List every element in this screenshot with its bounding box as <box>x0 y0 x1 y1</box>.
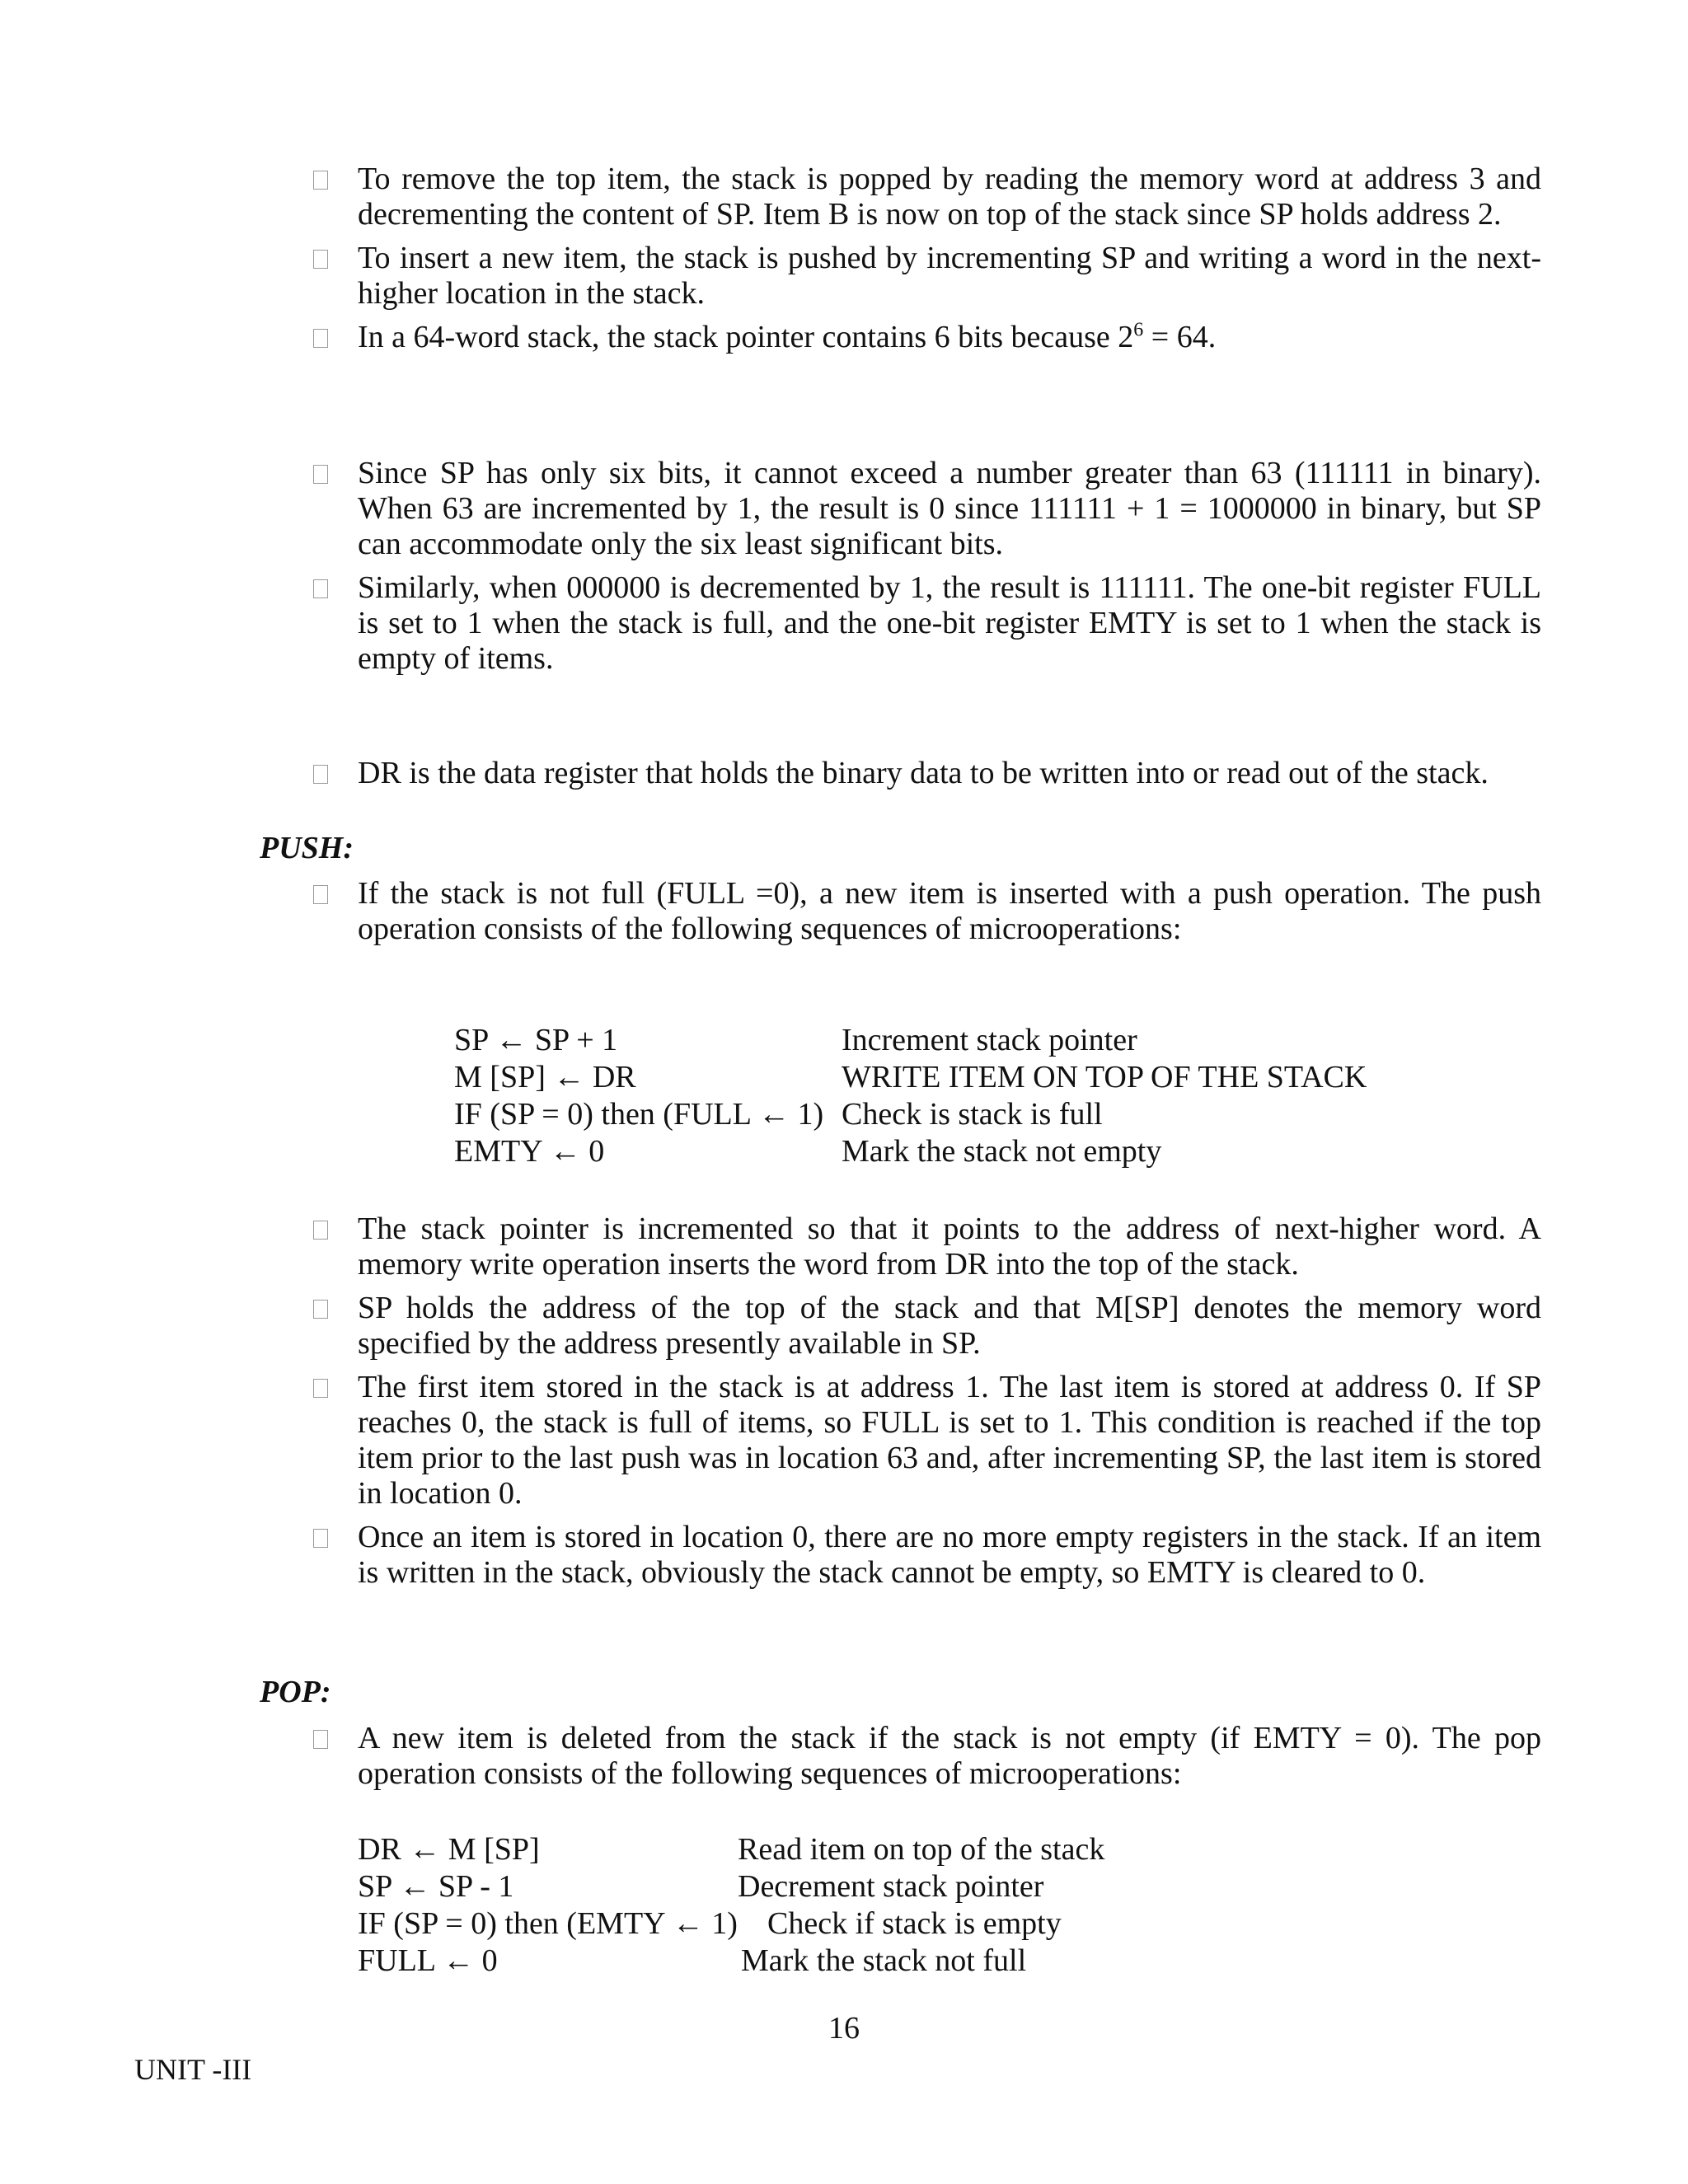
table-row <box>358 1905 1347 1943</box>
square-bullet-icon <box>313 465 328 484</box>
push-explanation-bullets <box>313 1212 1541 1599</box>
page-number: 16 <box>828 2011 860 2046</box>
square-bullet-icon <box>313 171 328 190</box>
pop-intro-bullets <box>313 1721 1541 1800</box>
push-op-code: SP ← SP + 1 <box>454 1023 618 1057</box>
exponent: 6 <box>1133 319 1144 341</box>
table-row <box>454 1022 1443 1059</box>
pop-microoperations <box>358 1831 1347 1980</box>
list-item: If the stack is not full (FULL =0), a new item is inserted with a push operation. The push operation consists of the following sequences of microoperations: <box>313 876 1541 947</box>
push-op-description: WRITE ITEM ON TOP OF THE STACK <box>842 1060 1367 1094</box>
square-bullet-icon <box>313 1529 328 1548</box>
square-bullet-icon <box>313 250 328 269</box>
square-bullet-icon <box>313 579 328 598</box>
unit-label: UNIT -III <box>134 2053 252 2086</box>
list-item: Since SP has only six bits, it cannot exceed a number greater than 63 (111111 in binary). When 63 are incremented by 1, the result is 0 since 111111 + 1 = 1000000 in binary, but SP can accommodate only the six least significant bits. <box>313 456 1541 562</box>
square-bullet-icon <box>313 885 328 904</box>
table-row <box>358 1831 1347 1868</box>
table-row <box>358 1943 1347 1980</box>
data-register-bullets <box>313 756 1541 799</box>
push-intro-bullets <box>313 876 1541 955</box>
pop-op-description: Decrement stack pointer <box>738 1869 1044 1904</box>
table-row <box>454 1133 1443 1170</box>
push-op-code: M [SP] ← DR <box>454 1060 636 1094</box>
square-bullet-icon <box>313 765 328 784</box>
list-item: To remove the top item, the stack is popped by reading the memory word at address 3 and decrementing the content of SP. Item B is now on top of the stack since SP holds address 2. <box>313 162 1541 232</box>
square-bullet-icon <box>313 1379 328 1398</box>
pop-op-code: SP ← SP - 1 <box>358 1869 514 1904</box>
push-heading: PUSH: <box>260 831 354 865</box>
pop-op-description: Mark the stack not full <box>741 1943 1027 1978</box>
list-item: SP holds the address of the top of the stack and that M[SP] denotes the memory word specified by the address presently available in SP. <box>313 1291 1541 1361</box>
table-row <box>358 1868 1347 1905</box>
push-op-code: IF (SP = 0) then (FULL ← 1) <box>454 1097 824 1132</box>
pop-op-code: FULL ← 0 <box>358 1943 498 1978</box>
list-item: Similarly, when 000000 is decremented by 1, the result is 111111. The one-bit register FULL is set to 1 when the stack is full, and the one-bit register EMTY is set to 1 when the stack is empty of items. <box>313 570 1541 677</box>
pop-op-description: Check if stack is empty <box>767 1906 1062 1941</box>
push-op-description: Increment stack pointer <box>842 1023 1137 1057</box>
list-item: A new item is deleted from the stack if the stack is not empty (if EMTY = 0). The pop operation consists of the following sequences of microoperations: <box>313 1721 1541 1792</box>
list-item: In a 64-word stack, the stack pointer contains 6 bits because $2^6 = 64$. <box>313 320 1541 355</box>
list-item: Once an item is stored in location 0, there are no more empty registers in the stack. If an item is written in the stack, obviously the stack cannot be empty, so EMTY is cleared to 0. <box>313 1520 1541 1591</box>
square-bullet-icon <box>313 1221 328 1240</box>
table-row <box>454 1059 1443 1096</box>
push-microoperations <box>454 1022 1443 1170</box>
pop-heading: POP: <box>260 1675 331 1709</box>
push-op-code: EMTY ← 0 <box>454 1134 605 1169</box>
pop-op-code: DR ← M [SP] <box>358 1832 540 1867</box>
stack-pop-bullets <box>313 162 1541 363</box>
square-bullet-icon <box>313 1730 328 1749</box>
list-item: The first item stored in the stack is at address 1. The last item is stored at address 0. If SP reaches 0, the stack is full of items, so FULL is set to 1. This condition is reached if the top item prior to the last push was in location 63 and, after incrementing SP, the last item is stored in location 0. <box>313 1370 1541 1511</box>
push-op-description: Mark the stack not empty <box>842 1134 1162 1169</box>
square-bullet-icon <box>313 1300 328 1319</box>
list-item: DR is the data register that holds the binary data to be written into or read out of the stack. <box>313 756 1541 791</box>
push-op-description: Check is stack is full <box>842 1097 1103 1132</box>
pop-op-description: Read item on top of the stack <box>738 1832 1105 1867</box>
list-item: To insert a new item, the stack is pushed by incrementing SP and writing a word in the next-higher location in the stack. <box>313 241 1541 312</box>
table-row <box>454 1096 1443 1133</box>
stack-pointer-bullets <box>313 456 1541 685</box>
square-bullet-icon <box>313 329 328 348</box>
pop-op-code: IF (SP = 0) then (EMTY ← 1) <box>358 1906 738 1941</box>
list-item: The stack pointer is incremented so that it points to the address of next-higher word. A memory write operation inserts the word from DR into the top of the stack. <box>313 1212 1541 1282</box>
